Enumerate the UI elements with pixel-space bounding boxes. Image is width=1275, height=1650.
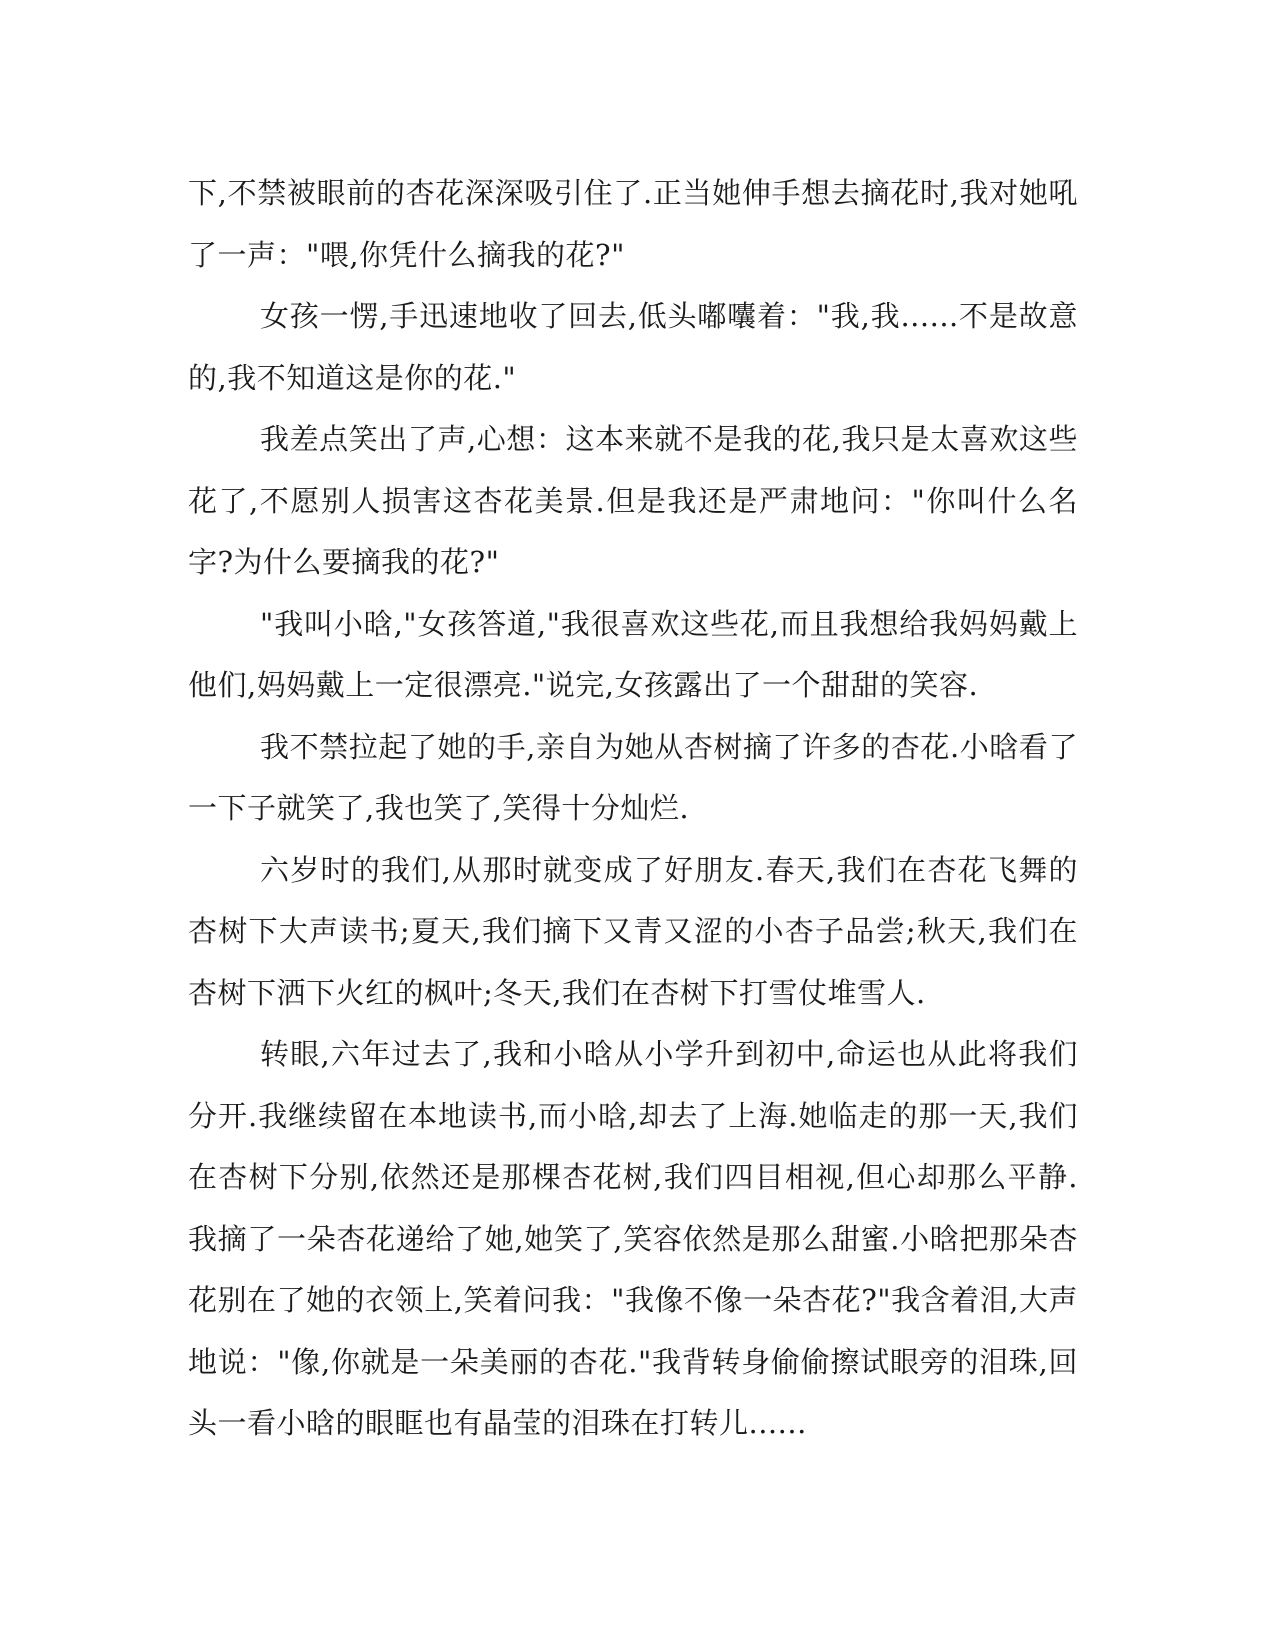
paragraph-4: "我叫小晗,"女孩答道,"我很喜欢这些花,而且我想给我妈妈戴上他们,妈妈戴上一定很漂亮."说完,女孩露出了一个甜甜的笑容. [188, 606, 1078, 702]
body-text [188, 163, 1078, 1455]
paragraph-1: 下,不禁被眼前的杏花深深吸引住了.正当她伸手想去摘花时,我对她吼了一声："喂,你凭什么摘我的花?" [188, 176, 1078, 272]
paragraph-5: 我不禁拉起了她的手,亲自为她从杏树摘了许多的杏花.小晗看了一下子就笑了,我也笑了,笑得十分灿烂. [188, 729, 1078, 825]
paragraph-6: 六岁时的我们,从那时就变成了好朋友.春天,我们在杏花飞舞的杏树下大声读书;夏天,我们摘下又青又涩的小杏子品尝;秋天,我们在杏树下洒下火红的枫叶;冬天,我们在杏树下打雪仗堆雪人. [188, 852, 1078, 1010]
paragraph-3: 我差点笑出了声,心想：这本来就不是我的花,我只是太喜欢这些花了,不愿别人损害这杏花美景.但是我还是严肃地问："你叫什么名字?为什么要摘我的花?" [188, 422, 1078, 579]
paragraph-2: 女孩一愣,手迅速地收了回去,低头嘟囔着："我,我......不是故意的,我不知道这是你的花." [188, 299, 1078, 395]
paragraph-7: 转眼,六年过去了,我和小晗从小学升到初中,命运也从此将我们分开.我继续留在本地读书,而小晗,却去了上海.她临走的那一天,我们在杏树下分别,依然还是那棵杏花树,我们四目相视,但心却那么平静.我摘了一朵杏花递给了她,她笑了,笑容依然是那么甜蜜.小晗把那朵杏花别在了她的衣领上,笑着问我："我像不像一朵杏花?"我含着泪,大声地说："像,你就是一朵美丽的杏花."我背转身偷偷擦试眼旁的泪珠,回头一看小晗的眼眶也有晶莹的泪珠在打转儿...... [188, 1037, 1078, 1440]
